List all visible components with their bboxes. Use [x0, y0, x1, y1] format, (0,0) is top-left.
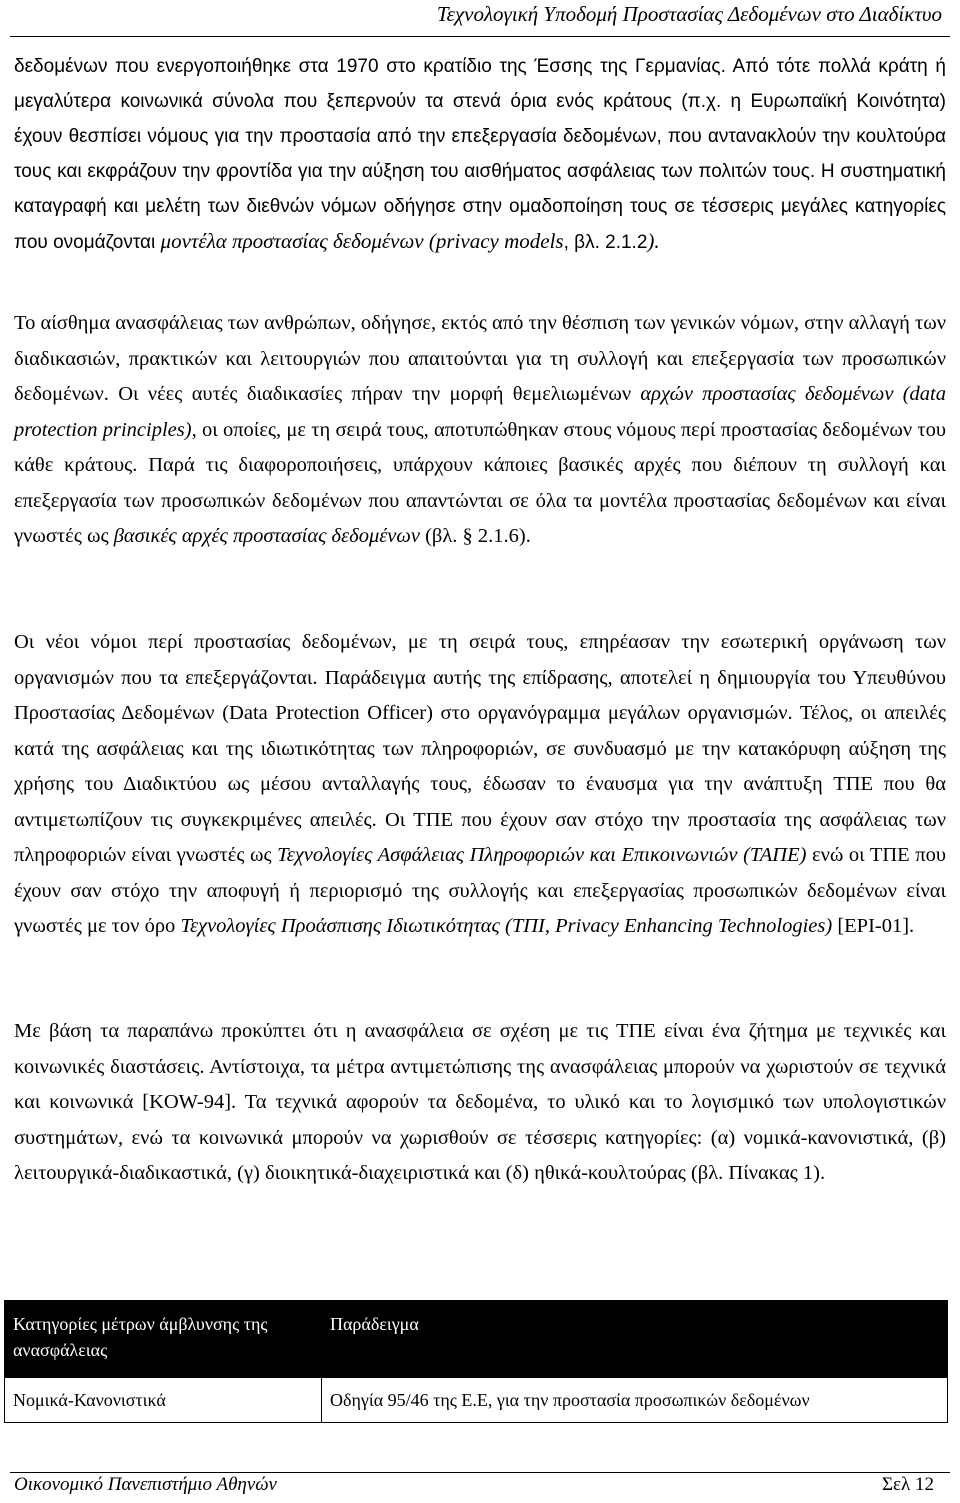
paragraph-2-text-b: , οι οποίες, με τη σειρά τους, αποτυπώθηκαν στους νόμους περί προστασίας δεδομένων του κάθε κράτους. Παρά τις διαφοροποιήσεις, υπάρχουν κάποιες βασικές αρχές που διέπουν τη συλλογή και επεξεργασία των προσωπικών δεδομένων που απαντώνται σε όλα τα μοντέλα προστασίας δεδομένων και είναι γνωστές ως [14, 418, 946, 547]
table-row [5, 1378, 948, 1423]
paragraph-1-italic-end: ). [647, 229, 660, 253]
paragraph-privacy-models [14, 49, 946, 260]
paragraph-3-text-b: ενώ οι ΤΠΕ που έχουν σαν στόχο την αποφυγή ή περιορισμό της συλλογής και επεξεργασίας προσωπικών δεδομένων είναι γνωστές με τον όρο [14, 844, 946, 937]
table-header-category: Κατηγορίες μέτρων άμβλυνσης της ανασφάλειας [5, 1301, 322, 1378]
paragraph-1-italic-term: μοντέλα προστασίας δεδομένων (privacy models [160, 229, 564, 253]
table-cell-category: Νομικά-Κανονιστικά [5, 1378, 322, 1423]
footer-institution: Οικονομικό Πανεπιστήμιο Αθηνών [14, 1474, 277, 1495]
footer-divider [10, 1472, 950, 1473]
paragraph-3-text-c: [EPI-01]. [832, 915, 915, 937]
paragraph-3-italic-term-1: Τεχνολογίες Ασφάλειας Πληροφοριών και Επικοινωνιών (ΤΑΠΕ) [277, 844, 807, 866]
paragraph-1-text-b: , βλ. 2.1.2 [563, 232, 648, 253]
table-header-row [5, 1301, 948, 1378]
paragraph-2-italic-term-2: βασικές αρχές προστασίας δεδομένων [113, 525, 420, 547]
paragraph-3-italic-term-2: Τεχνολογίες Προάσπισης Ιδιωτικότητας (ΤΠΙ, Privacy Enhancing Technologies) [180, 915, 833, 937]
paragraph-2-italic-term-1: αρχών προστασίας δεδομένων (data protection principles) [14, 383, 946, 441]
paragraph-3-text-a: Οι νέοι νόμοι περί προστασίας δεδομένων, με τη σειρά τους, επηρέασαν την εσωτερική οργάνωση των οργανισμών που τα επεξεργάζονται. Παράδειγμα αυτής της επίδρασης, αποτελεί η δημιουργία του Υπευθύνου Προστασίας Δεδομένων (Data Protection Officer) στο οργανόγραμμα μεγάλων οργανισμών. Τέλος, οι απειλές κατά της ασφάλειας και της ιδιωτικότητας των πληροφοριών, σε συνδυασμό με την κατακόρυφη αύξηση της χρήσης του Διαδικτύου ως μέσου ανταλλαγής τους, έδωσαν το έναυσμα για την ανάπτυξη ΤΠΕ που θα αντιμετωπίζουν τις συγκεκριμένες απειλές. Οι ΤΠΕ που έχουν σαν στόχο την προστασία της ασφάλειας των πληροφοριών είναι γνωστές ως [14, 631, 946, 866]
running-header-title: Τεχνολογική Υποδομή Προστασίας Δεδομένων στο Διαδίκτυο [436, 2, 942, 26]
paragraph-data-protection-principles [14, 306, 946, 555]
paragraph-2-text-a: Το αίσθημα ανασφάλειας των ανθρώπων, οδήγησε, εκτός από την θέσπιση των γενικών νόμων, στην αλλαγή των διαδικασιών, πρακτικών και λειτουργιών που απαιτούνται για τη συλλογή και επεξεργασία των προσωπικών δεδομένων. Οι νέες αυτές διαδικασίες πήραν την μορφή θεμελιωμένων [14, 312, 946, 405]
paragraph-1-text-a: δεδομένων που ενεργοποιήθηκε στα 1970 στο κρατίδιο της Έσσης της Γερμανίας. Από τότε πολλά κράτη ή μεγαλύτερα κοινωνικά σύνολα που ξεπερνούν τα στενά όρια ενός κράτους (π.χ. η Ευρωπαϊκή Κοινότητα) έχουν θεσπίσει νόμους για την προστασία από την επεξεργασία δεδομένων, που αντανακλούν την κουλτούρα τους και εκφράζουν την φροντίδα για την αύξηση του αισθήματος ασφάλειας των πολιτών τους. Η συστηματική καταγραφή και μελέτη των διεθνών νόμων οδήγησε στην ομαδοποίηση τους σε τέσσερις μεγάλες κατηγορίες που ονομάζονται [14, 56, 946, 253]
footer-page-number: Σελ 12 [882, 1474, 934, 1495]
table-cell-example: Οδηγία 95/46 της Ε.Ε, για την προστασία προσωπικών δεδομένων [322, 1378, 948, 1423]
measures-table [4, 1300, 948, 1423]
paragraph-new-laws-effects [14, 625, 946, 945]
header-divider [10, 36, 950, 37]
paragraph-security-measures [14, 1014, 946, 1192]
paragraph-4-text: Με βάση τα παραπάνω προκύπτει ότι η ανασφάλεια σε σχέση με τις ΤΠΕ είναι ένα ζήτημα με τεχνικές και κοινωνικές διαστάσεις. Αντίστοιχα, τα μέτρα αντιμετώπισης της ανασφάλειας μπορούν να χωριστούν σε τεχνικά και κοινωνικά [KOW-94]. Τα τεχνικά αφορούν τα δεδομένα, το υλικό και το λογισμικό των υπολογιστικών συστημάτων, ενώ τα κοινωνικά μπορούν να χωρισθούν σε τέσσερις κατηγορίες: (α) νομικά-κανονιστικά, (β) λειτουργικά-διαδικαστικά, (γ) διοικητικά-διαχειριστικά και (δ) ηθικά-κουλτούρας (βλ. Πίνακας 1). [14, 1020, 946, 1184]
table-header-example: Παράδειγμα [322, 1301, 948, 1378]
paragraph-2-text-c: (βλ. § 2.1.6). [419, 525, 531, 547]
